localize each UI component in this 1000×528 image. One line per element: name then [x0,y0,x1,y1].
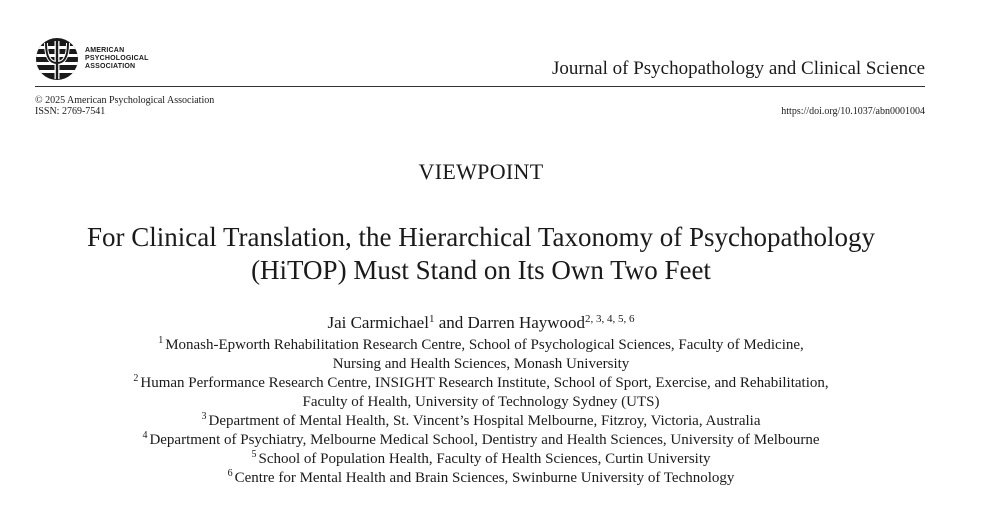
apa-psi-icon [35,37,79,81]
publisher-name: AMERICAN PSYCHOLOGICAL ASSOCIATION [85,47,149,70]
header-divider [35,86,925,87]
affiliation-number: 5 [251,449,257,460]
affiliation-item [0,374,962,393]
author-list [0,313,962,333]
author-affiliation-ref: 1 [428,313,435,325]
affiliation-text: Department of Psychiatry, Melbourne Medical School, Dentistry and Health Sciences, University of Melbourne [149,432,820,448]
article-title-line: For Clinical Translation, the Hierarchical Taxonomy of Psychopathology [87,222,875,252]
affiliation-number: 4 [142,430,148,441]
affiliation-number: 3 [201,411,207,422]
affiliation-number: 6 [227,468,233,479]
affiliation-item-continued [0,393,962,412]
author-name[interactable]: Jai Carmichael [327,313,429,332]
affiliation-number: 2 [133,373,139,384]
affiliation-text: Human Performance Research Centre, INSIGHT Research Institute, School of Sport, Exercise, and Rehabilitation, [140,375,829,391]
author-name[interactable]: Darren Haywood [467,313,586,332]
apa-logo [35,37,149,81]
affiliation-text: Nursing and Health Sciences, Monash University [332,356,630,372]
affiliation-text: Faculty of Health, University of Technology Sydney (UTS) [302,394,660,410]
affiliation-item [0,336,962,355]
affiliation-item-continued [0,355,962,374]
affiliation-text: Department of Mental Health, St. Vincent’s Hospital Melbourne, Fitzroy, Victoria, Australia [208,413,761,429]
author-conjunction: and [438,313,464,332]
article-title [0,221,962,287]
affiliation-text: School of Population Health, Faculty of Health Sciences, Curtin University [258,451,711,467]
affiliation-text: Monash-Epworth Rehabilitation Research Centre, School of Psychological Sciences, Faculty of Medicine, [165,337,804,353]
section-label: VIEWPOINT [418,159,544,184]
affiliation-text: Centre for Mental Health and Brain Sciences, Swinburne University of Technology [234,470,735,486]
journal-title: Journal of Psychopathology and Clinical Science [551,58,925,79]
affiliation-item [0,469,962,488]
affiliation-item [0,412,962,431]
affiliation-item [0,431,962,450]
article-title-line: (HiTOP) Must Stand on Its Own Two Feet [251,255,711,285]
affiliation-list [0,336,962,488]
affiliation-item [0,450,962,469]
copyright-notice: © 2025 American Psychological Association [35,95,215,106]
issn: ISSN: 2769-7541 [35,106,106,117]
author-affiliation-ref: 2, 3, 4, 5, 6 [585,313,635,325]
doi-link[interactable]: https://doi.org/10.1037/abn0001004 [781,106,925,117]
journal-meta [35,95,214,117]
affiliation-number: 1 [158,335,164,346]
